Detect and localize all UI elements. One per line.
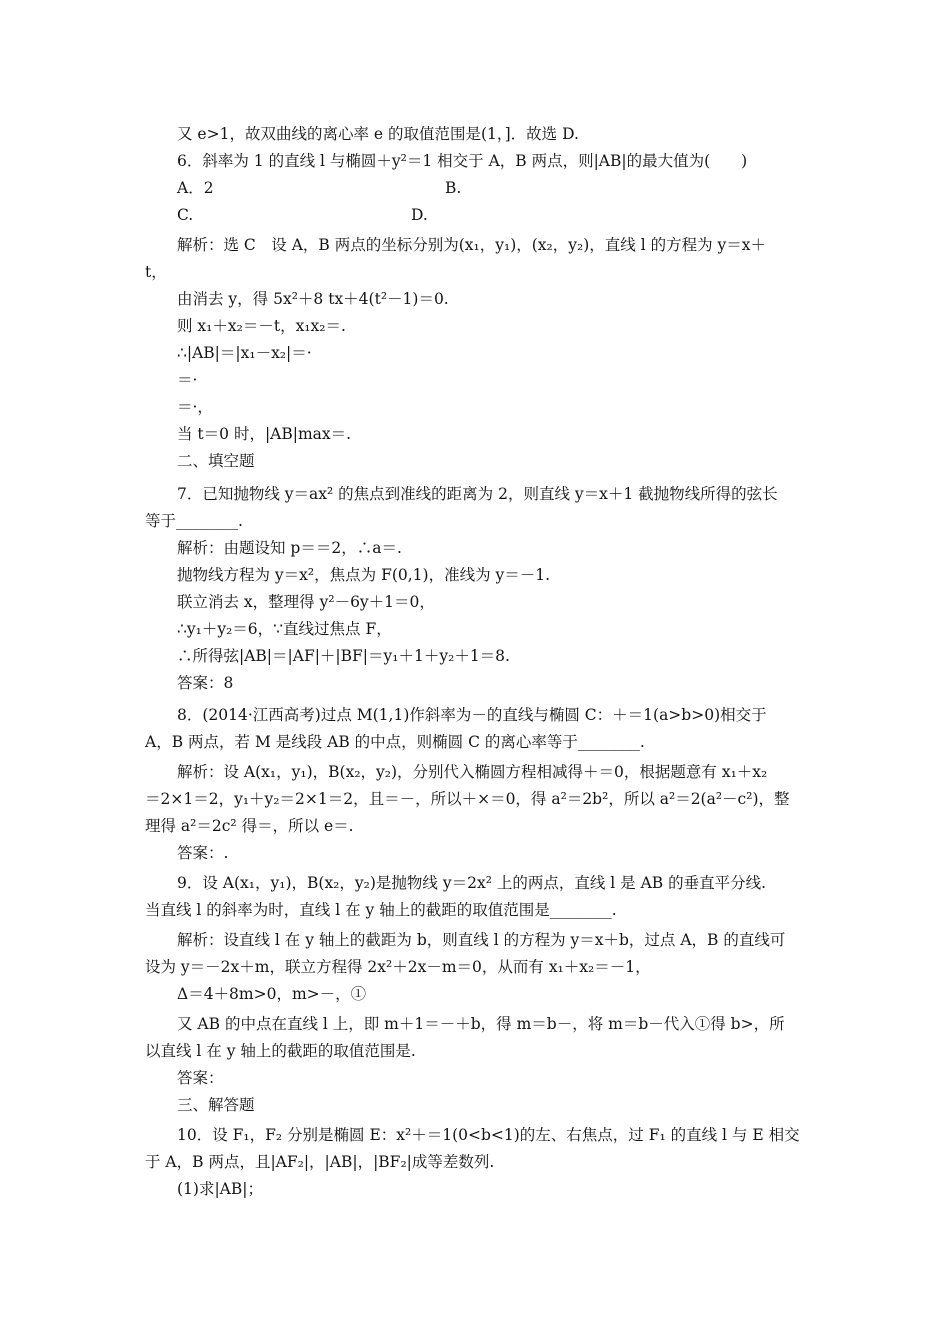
text-line: 联立消去 x，整理得 y²－6y＋1＝0，: [177, 593, 435, 611]
text-line: ∴|AB|＝|x₁－x₂|＝·: [177, 344, 312, 362]
text-line: 当 t＝0 时，|AB|max＝.: [177, 425, 352, 443]
text-line: A，B 两点，若 M 是线段 AB 的中点，则椭圆 C 的离心率等于________.: [145, 733, 645, 751]
text-line: 又 AB 的中点在直线 l 上，即 m＋1＝－＋b，得 m＝b－，将 m＝b－代入①得 b>，所: [177, 1015, 785, 1033]
question-6-stem: 6．斜率为 1 的直线 l 与椭圆＋y²＝1 相交于 A，B 两点，则|AB|的最大值为( ): [177, 152, 748, 170]
text-line: t，: [145, 263, 167, 281]
text-line: ∴所得弦|AB|＝|AF|＋|BF|＝y₁＋1＋y₂＋1＝8.: [177, 647, 510, 665]
text-line: 解析：设直线 l 在 y 轴上的截距为 b，则直线 l 的方程为 y＝x＋b，过点 A，B 的直线可: [177, 931, 786, 949]
text-line: 以直线 l 在 y 轴上的截距的取值范围是.: [145, 1042, 416, 1060]
text-line: 抛物线方程为 y＝x²，焦点为 F(0,1)，准线为 y＝－1.: [177, 566, 551, 584]
text-line: 当直线 l 的斜率为时，直线 l 在 y 轴上的截距的取值范围是________.: [145, 901, 617, 919]
option-c: C.: [177, 206, 194, 224]
text-line: (1)求|AB|；: [177, 1180, 263, 1198]
option-b: B.: [445, 179, 462, 197]
answer-line: 答案：8: [177, 674, 234, 692]
text-line: 理得 a²＝2c² 得＝，所以 e＝.: [145, 817, 354, 835]
text-line: 设为 y＝－2x＋m，联立方程得 2x²＋2x－m＝0，从而有 x₁＋x₂＝－1，: [145, 958, 651, 976]
text-line: Δ＝4＋8m>0，m>－，①: [177, 985, 367, 1003]
option-a: A．2: [177, 179, 214, 197]
text-line: 解析：设 A(x₁，y₁)，B(x₂，y₂)，分别代入椭圆方程相减得＋＝0，根据题意有 x₁＋x₂: [177, 763, 768, 781]
answer-line: 答案：.: [177, 844, 229, 862]
question-9-stem: 9．设 A(x₁，y₁)，B(x₂，y₂)是抛物线 y＝2x² 上的两点，直线 l 是 AB 的垂直平分线.: [177, 874, 767, 892]
text-line: 则 x₁＋x₂＝－t，x₁x₂＝.: [177, 317, 346, 335]
text-line: ∴y₁＋y₂＝6，∵直线过焦点 F，: [177, 620, 392, 638]
text-line: 又 e>1，故双曲线的离心率 e 的取值范围是(1，]．故选 D.: [177, 125, 579, 143]
question-10-stem: 10．设 F₁，F₂ 分别是椭圆 E：x²＋＝1(0<b<1)的左、右焦点，过 F₁ 的直线 l 与 E 相交: [177, 1126, 800, 1144]
text-line: 解析：选 C 设 A，B 两点的坐标分别为(x₁，y₁)，(x₂，y₂)，直线 l 的方程为 y＝x＋: [177, 236, 767, 254]
answer-line: 答案：: [177, 1069, 224, 1087]
text-line: 由消去 y，得 5x²＋8 tx＋4(t²－1)＝0.: [177, 290, 449, 308]
text-line: ＝·，: [177, 398, 213, 416]
text-line: 等于________.: [145, 512, 243, 530]
option-d: D.: [411, 206, 428, 224]
text-line: ＝·: [177, 371, 198, 389]
text-line: 于 A，B 两点，且|AF₂|，|AB|，|BF₂|成等差数列.: [145, 1153, 495, 1171]
question-8-stem: 8．(2014·江西高考)过点 M(1,1)作斜率为－的直线与椭圆 C：＋＝1(a>b>0)相交于: [177, 706, 767, 724]
section-heading: 三、解答题: [177, 1096, 255, 1114]
section-heading: 二、填空题: [177, 452, 255, 470]
text-line: ＝2×1＝2，y₁＋y₂＝2×1＝2，且＝－，所以＋×＝0，得 a²＝2b²，所以 a²＝2(a²－c²)，整: [145, 790, 790, 808]
question-7-stem: 7．已知抛物线 y＝ax² 的焦点到准线的距离为 2，则直线 y＝x＋1 截抛物线所得的弦长: [177, 485, 778, 503]
text-line: 解析：由题设知 p＝＝2，∴a＝.: [177, 539, 402, 557]
